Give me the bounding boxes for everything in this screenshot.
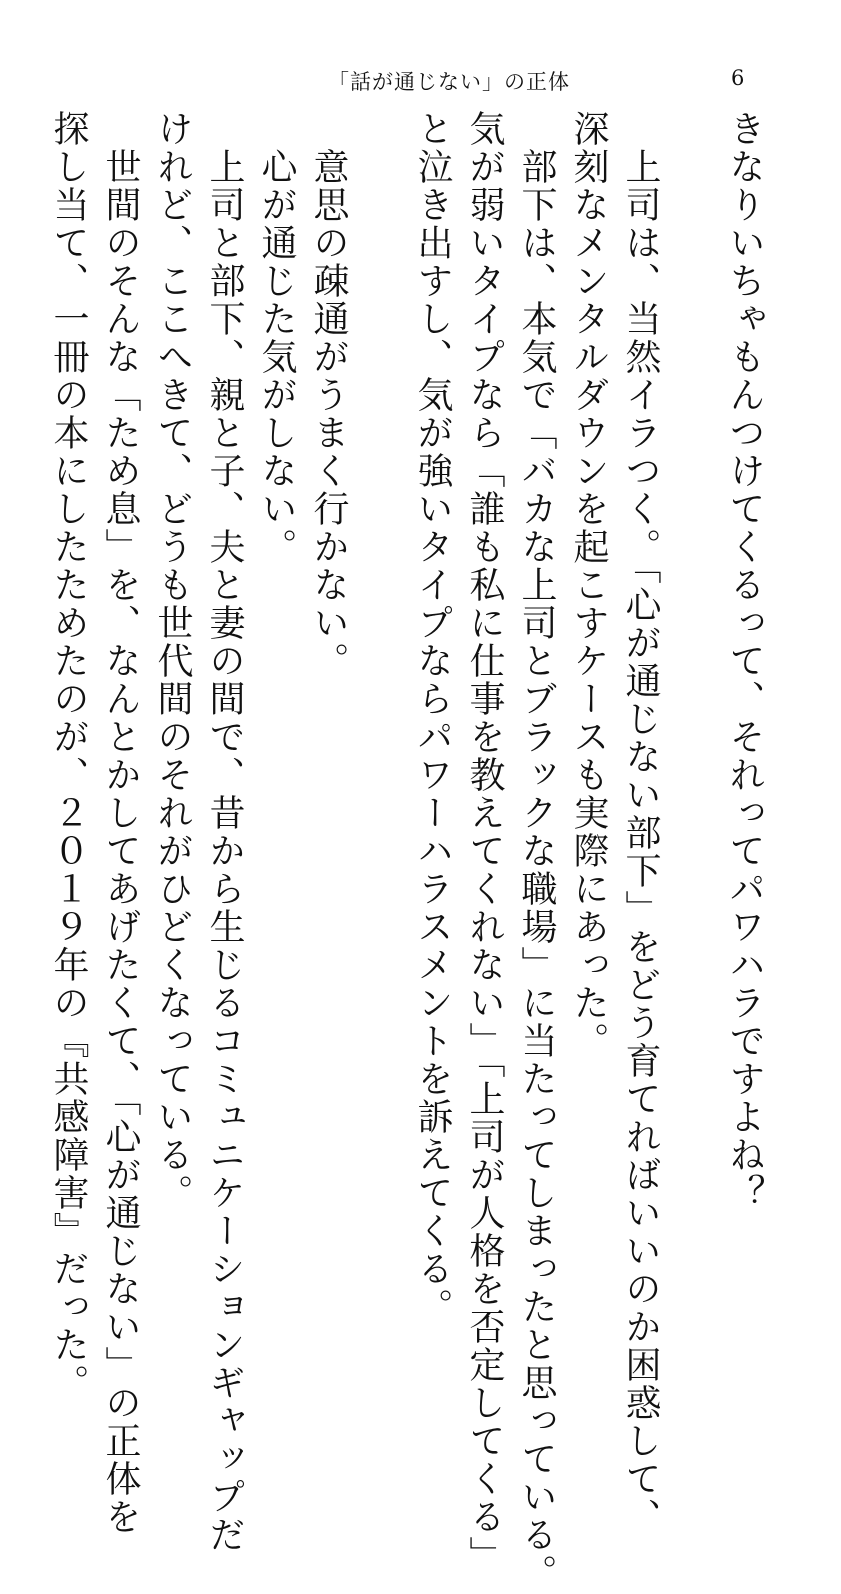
text-line: 深刻なメンタルダウンを起こすケースも実際にあった。 <box>568 110 609 1060</box>
text-line: きなりいちゃもんつけてくるって、それってパワハラですよね？ <box>724 110 765 1212</box>
text-line: 探し当て、一冊の本にしたためたのが、２０１９年の『共感障害』だった。 <box>48 110 89 1402</box>
text-line: と泣き出すし、気が強いタイプならパワーハラスメントを訴えてくる。 <box>412 110 453 1326</box>
vertical-text-body <box>48 110 770 1592</box>
text-line: 上司は、当然イラつく。「心が通じない部下」をどう育てればいいのか困惑して、 <box>620 110 661 1536</box>
running-title: 「話が通じない」の正体 <box>328 70 570 94</box>
page-header <box>0 66 841 96</box>
text-line: 部下は、本気で「バカな上司とブラックな職場」に当たってしまったと思っている。 <box>516 110 557 1592</box>
text-line: 心が通じた気がしない。 <box>256 110 297 566</box>
paragraph-break <box>666 110 718 1170</box>
text-line: けれど、ここへきて、どうも世代間のそれがひどくなっている。 <box>152 110 193 1212</box>
page-number: 6 <box>731 66 745 90</box>
text-line: 気が弱いタイプなら「誰も私に仕事を教えてくれない」「上司が人格を否定してくる」 <box>464 110 505 1574</box>
text-line: 上司と部下、親と子、夫と妻の間で、昔から生じるコミュニケーションギャップだ <box>204 110 245 1554</box>
paragraph-break <box>0 110 42 1170</box>
paragraph-break <box>354 110 406 1170</box>
text-line: 世間のそんな「ため息」を、なんとかしてあげたくて、「心が通じない」の正体を <box>100 110 141 1536</box>
text-line: 意思の疎通がうまく行かない。 <box>308 110 349 680</box>
